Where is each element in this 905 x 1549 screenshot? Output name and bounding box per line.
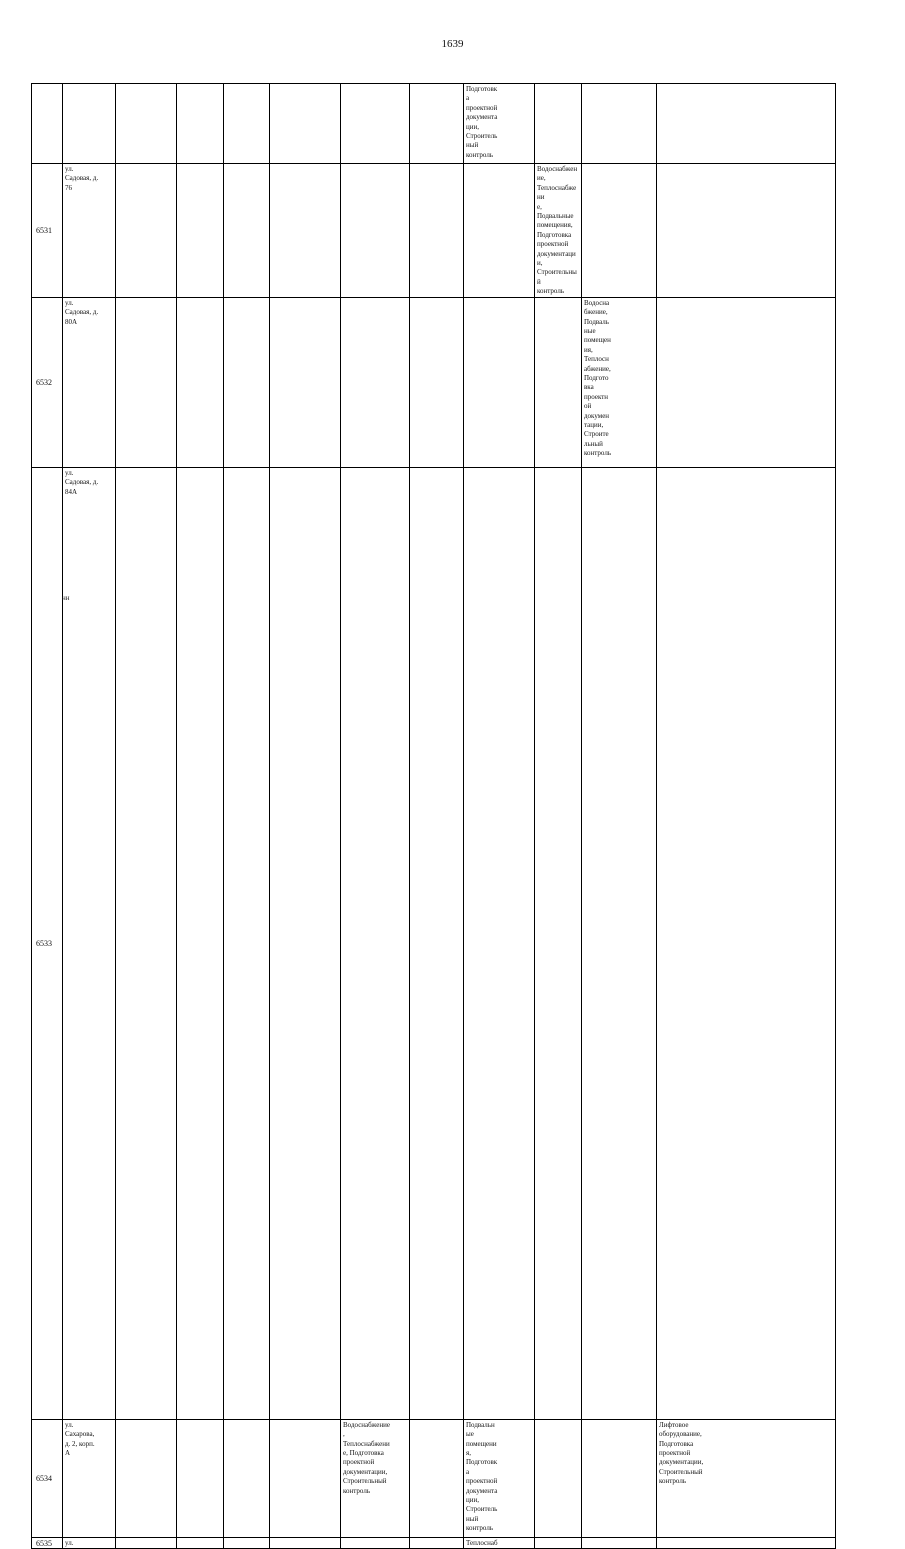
work-type-cell (177, 297, 224, 467)
work-type-cell (116, 1419, 177, 1537)
work-type-cell (341, 1537, 410, 1548)
work-type-cell: Теплоснаб (464, 1537, 535, 1548)
table-row (32, 1537, 836, 1548)
work-type-cell: Водоснабжение , Теплоснабжени е, Подготовка проектной документации, Строительный контроль (341, 1419, 410, 1537)
data-table (31, 83, 836, 1549)
work-type-cell (177, 1537, 224, 1548)
work-type-cell (177, 1419, 224, 1537)
work-type-cell (177, 164, 224, 298)
table-row (32, 1419, 836, 1537)
work-type-cell (410, 84, 464, 164)
table-row (32, 84, 836, 164)
work-type-cell (657, 1537, 836, 1548)
work-type-cell (410, 297, 464, 467)
work-type-cell: Водосна бжение, Подваль ные помещен ия, Теплосн абжение, Подгото вка проектн ой докумен тации, Строите льный контроль (582, 297, 657, 467)
work-type-cell (270, 84, 341, 164)
work-type-cell (177, 84, 224, 164)
work-type-cell (582, 84, 657, 164)
work-type-cell (116, 164, 177, 298)
work-type-cell (582, 1537, 657, 1548)
work-type-cell: Подготовк а проектной документа ции, Строитель ный контроль (464, 84, 535, 164)
address-cell: ул. Садовая, д. 84А (63, 467, 116, 1419)
work-type-cell (224, 297, 270, 467)
work-type-cell (341, 467, 410, 1419)
work-type-cell (116, 84, 177, 164)
work-type-cell (224, 467, 270, 1419)
work-type-cell (657, 84, 836, 164)
table-row (32, 467, 836, 1419)
work-type-cell (582, 164, 657, 298)
work-type-cell (341, 297, 410, 467)
address-cell: ул. Садовая, д. 76 (63, 164, 116, 298)
work-type-cell (410, 1537, 464, 1548)
work-type-cell: Водоснабжение, Теплоснабжени е, Подвальные помещения, Подготовка проектной документации, Строительный контроль (535, 164, 582, 298)
row-number-cell: 6535 (32, 1537, 63, 1548)
work-type-cell (116, 467, 177, 1419)
work-type-cell (535, 84, 582, 164)
work-type-cell (657, 467, 836, 1419)
row-number-cell: 6533 (32, 467, 63, 1419)
work-type-cell (270, 164, 341, 298)
address-cell: ул. (63, 1537, 116, 1548)
work-type-cell (177, 467, 224, 1419)
work-type-cell (410, 164, 464, 298)
address-cell (63, 84, 116, 164)
work-type-cell (116, 297, 177, 467)
work-type-cell (270, 1537, 341, 1548)
work-type-cell (341, 84, 410, 164)
work-type-cell: Подвальн ые помещени я, Подготовк а проектной документа ции, Строитель ный контроль (464, 1419, 535, 1537)
work-type-cell (270, 1419, 341, 1537)
work-type-cell (464, 467, 535, 1419)
row-number-cell: 6531 (32, 164, 63, 298)
work-type-cell (410, 1419, 464, 1537)
row-number-cell: 6534 (32, 1419, 63, 1537)
work-type-cell (224, 1419, 270, 1537)
address-cell: ул. Садовая, д. 80А (63, 297, 116, 467)
work-type-cell (341, 164, 410, 298)
row-number-cell (32, 84, 63, 164)
work-type-cell (657, 164, 836, 298)
work-type-cell (410, 467, 464, 1419)
work-type-cell (582, 467, 657, 1419)
work-type-cell (535, 467, 582, 1419)
table-row (32, 164, 836, 298)
work-type-cell: Лифтовое оборудование, Подготовка проектной документации, Строительный контроль (657, 1419, 836, 1537)
work-type-cell (224, 1537, 270, 1548)
work-type-cell (535, 1537, 582, 1548)
work-type-cell (270, 467, 341, 1419)
work-type-cell (535, 1419, 582, 1537)
work-type-cell (116, 1537, 177, 1548)
page-number: 1639 (441, 38, 464, 50)
work-type-cell (657, 297, 836, 467)
address-cell: ул. Сахарова, д. 2, корп. А (63, 1419, 116, 1537)
footer-mark: нн (62, 594, 70, 602)
work-type-cell (582, 1419, 657, 1537)
table-row (32, 297, 836, 467)
work-type-cell (464, 297, 535, 467)
work-type-cell (270, 297, 341, 467)
row-number-cell: 6532 (32, 297, 63, 467)
work-type-cell (224, 164, 270, 298)
work-type-cell (224, 84, 270, 164)
work-type-cell (464, 164, 535, 298)
work-type-cell (535, 297, 582, 467)
